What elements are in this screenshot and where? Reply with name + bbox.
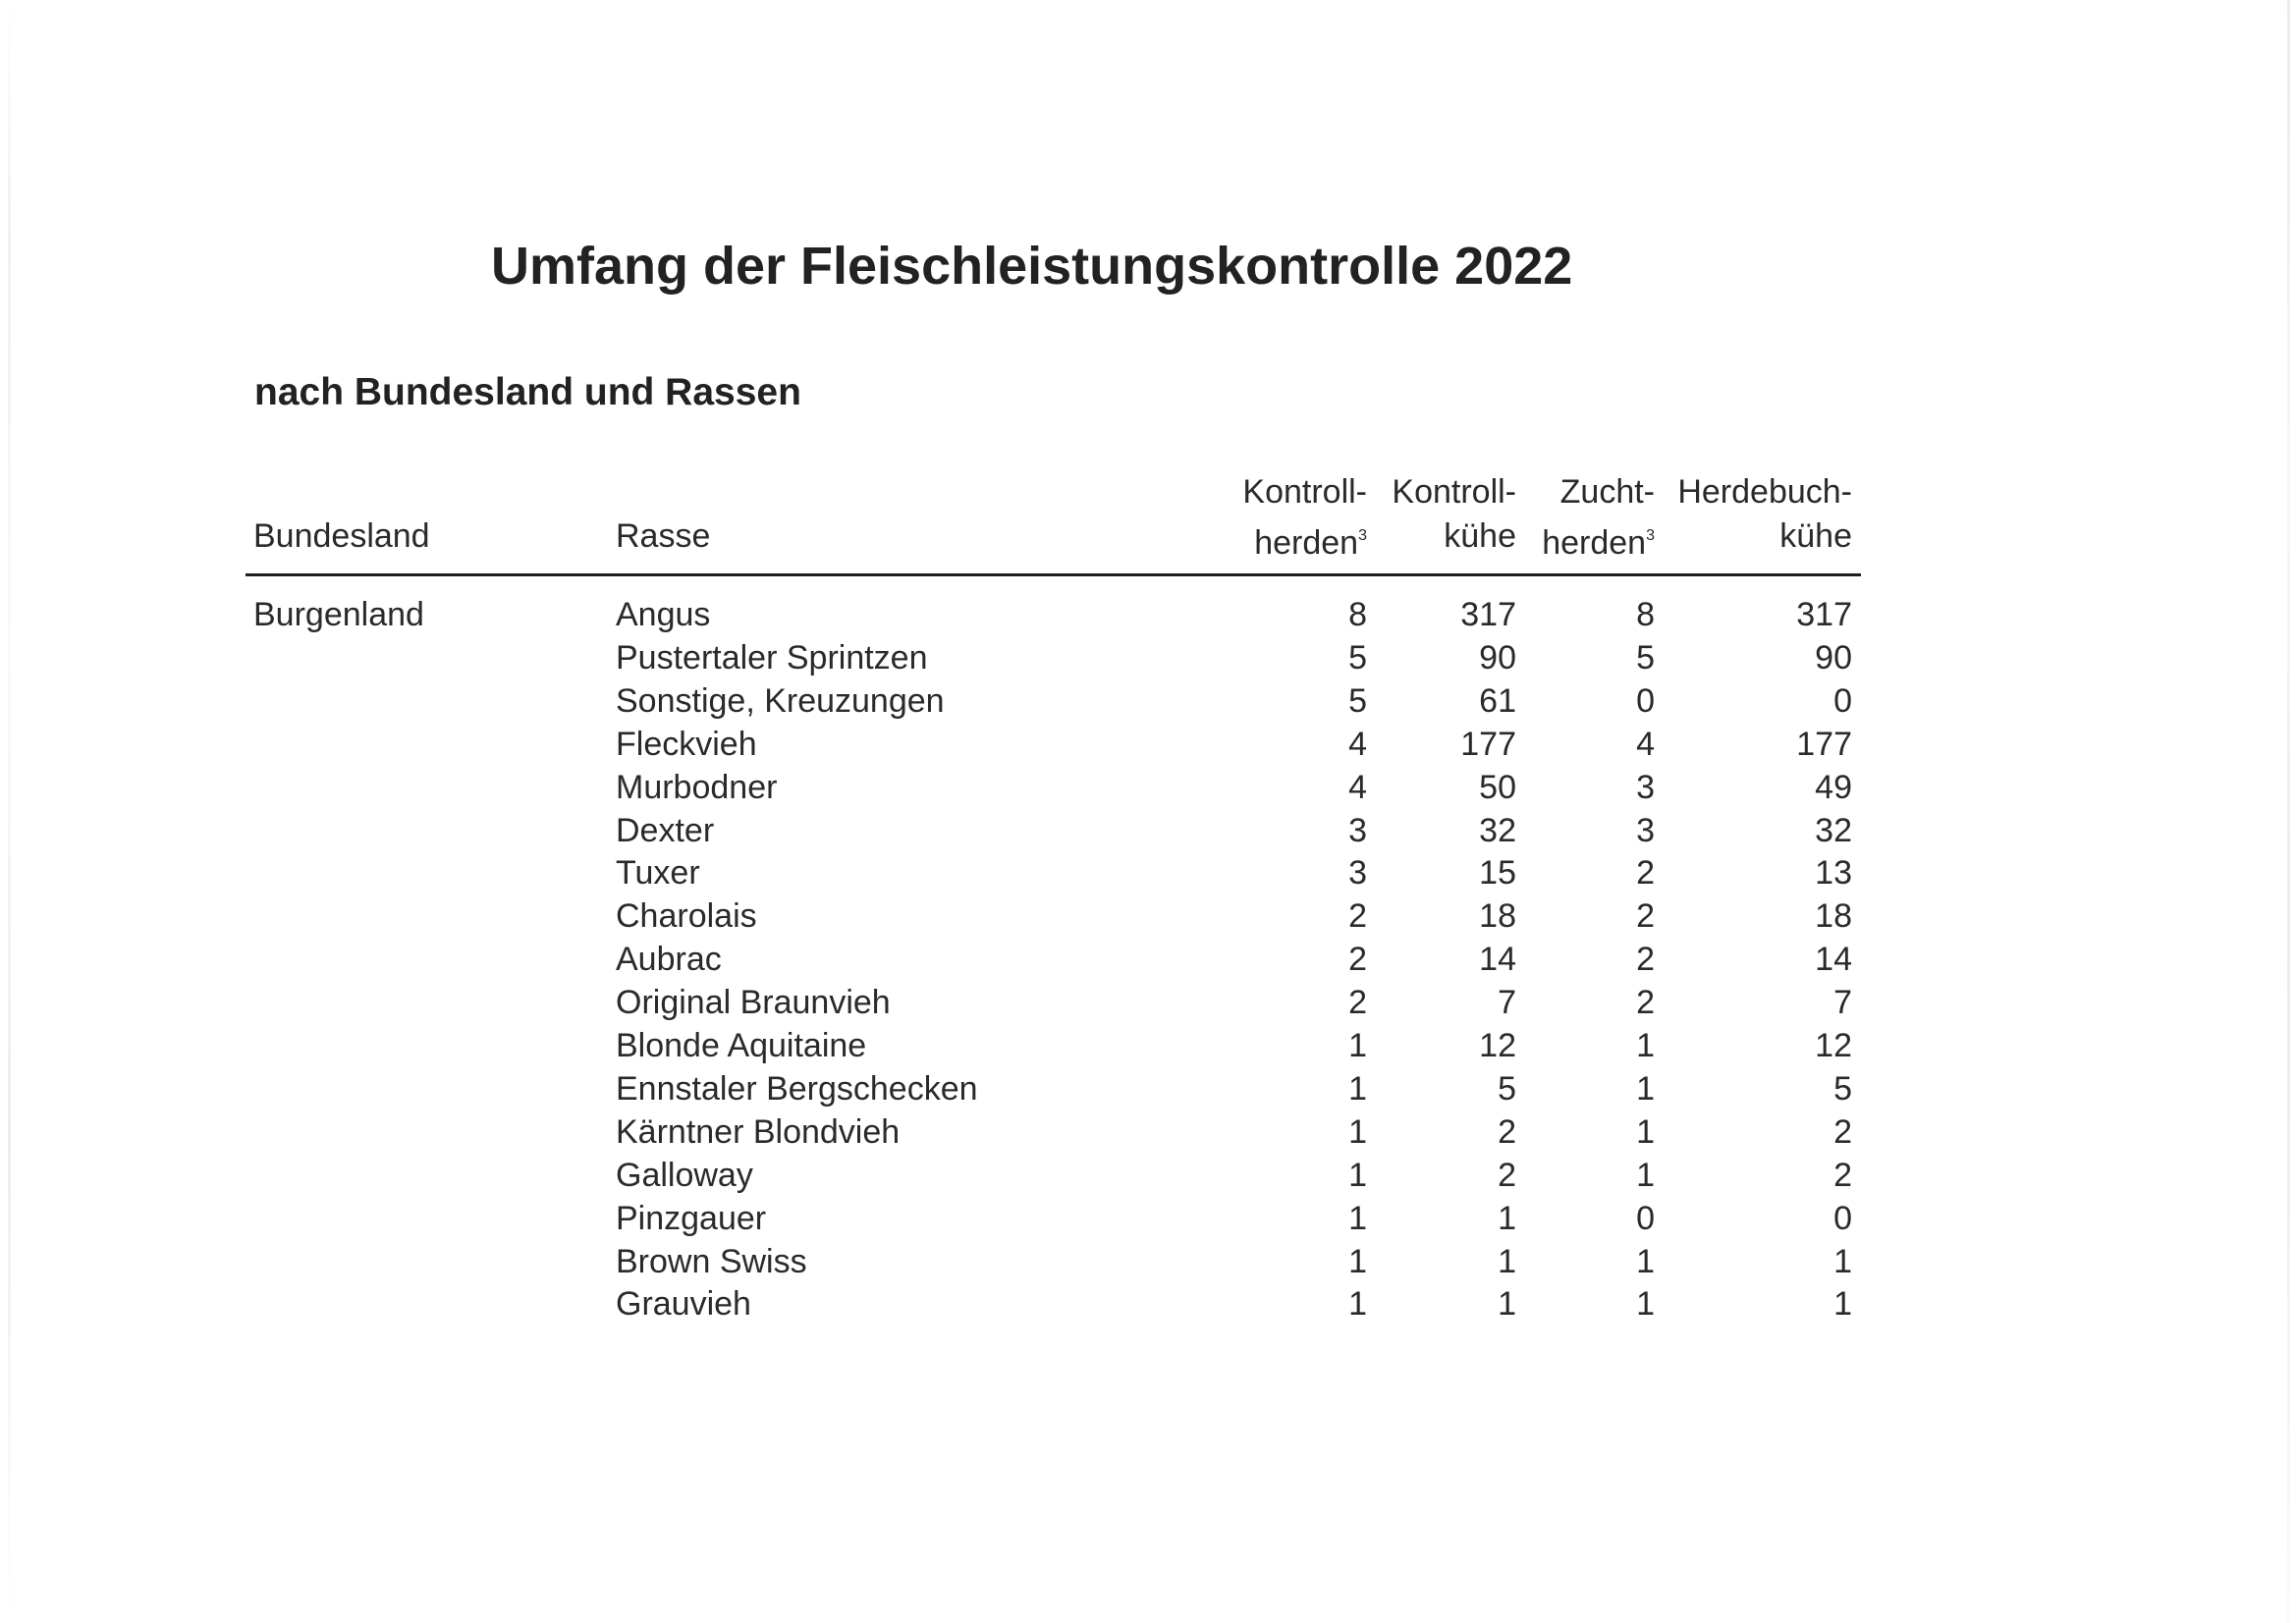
- kontrollherden-cell: 5: [1348, 639, 1367, 676]
- header-rasse: Rasse: [616, 517, 711, 555]
- kontrollherden-cell: 4: [1348, 726, 1367, 763]
- header-kontrollkuehe-line2: kühe: [1444, 517, 1516, 555]
- kontrollkuehe-cell: 7: [1498, 984, 1516, 1021]
- kontrollherden-cell: 3: [1348, 854, 1367, 892]
- zuchtherden-cell: 1: [1636, 1113, 1655, 1151]
- herdebuchkuehe-cell: 0: [1833, 682, 1852, 720]
- kontrollkuehe-cell: 1: [1498, 1285, 1516, 1323]
- kontrollherden-cell: 1: [1348, 1157, 1367, 1194]
- herdebuchkuehe-cell: 49: [1815, 769, 1852, 806]
- header-kontrollherden-line2: herden$^3$: [1254, 524, 1367, 562]
- kontrollherden-cell: 2: [1348, 897, 1367, 935]
- rasse-cell: Tuxer: [616, 854, 700, 892]
- scan-edge-right: [2287, 0, 2290, 1623]
- kontrollherden-cell: 1: [1348, 1027, 1367, 1064]
- rasse-cell: Murbodner: [616, 769, 778, 806]
- kontrollkuehe-cell: 14: [1479, 941, 1516, 978]
- kontrollkuehe-cell: 1: [1498, 1243, 1516, 1280]
- kontrollkuehe-cell: 90: [1479, 639, 1516, 676]
- kontrollherden-cell: 1: [1348, 1285, 1367, 1323]
- header-kontrollherden-line1: Kontroll-: [1242, 473, 1367, 511]
- herdebuchkuehe-cell: 7: [1833, 984, 1852, 1021]
- rasse-cell: Aubrac: [616, 941, 722, 978]
- scan-edge-left: [8, 0, 11, 1623]
- zuchtherden-cell: 2: [1636, 897, 1655, 935]
- herdebuchkuehe-cell: 18: [1815, 897, 1852, 935]
- header-herdebuchkuehe-line2: kühe: [1779, 517, 1852, 555]
- rasse-cell: Angus: [616, 596, 711, 633]
- rasse-cell: Original Braunvieh: [616, 984, 891, 1021]
- rasse-cell: Galloway: [616, 1157, 753, 1194]
- kontrollkuehe-cell: 61: [1479, 682, 1516, 720]
- zuchtherden-cell: 2: [1636, 941, 1655, 978]
- rasse-cell: Ennstaler Bergschecken: [616, 1070, 978, 1108]
- header-herdebuchkuehe-line1: Herdebuch-: [1677, 473, 1852, 511]
- herdebuchkuehe-cell: 12: [1815, 1027, 1852, 1064]
- rasse-cell: Pinzgauer: [616, 1200, 767, 1237]
- kontrollkuehe-cell: 32: [1479, 812, 1516, 849]
- zuchtherden-cell: 2: [1636, 984, 1655, 1021]
- kontrollherden-cell: 5: [1348, 682, 1367, 720]
- page-title: Umfang der Fleischleistungskontrolle 2022: [491, 237, 1573, 296]
- kontrollkuehe-cell: 1: [1498, 1200, 1516, 1237]
- herdebuchkuehe-cell: 1: [1833, 1243, 1852, 1280]
- rasse-cell: Brown Swiss: [616, 1243, 807, 1280]
- zuchtherden-cell: 3: [1636, 769, 1655, 806]
- herdebuchkuehe-cell: 2: [1833, 1113, 1852, 1151]
- herdebuchkuehe-cell: 0: [1833, 1200, 1852, 1237]
- header-zuchtherden-line2: herden$^3$: [1542, 524, 1655, 562]
- herdebuchkuehe-cell: 5: [1833, 1070, 1852, 1108]
- herdebuchkuehe-cell: 14: [1815, 941, 1852, 978]
- kontrollkuehe-cell: 12: [1479, 1027, 1516, 1064]
- kontrollkuehe-cell: 50: [1479, 769, 1516, 806]
- kontrollherden-cell: 3: [1348, 812, 1367, 849]
- rasse-cell: Sonstige, Kreuzungen: [616, 682, 945, 720]
- kontrollherden-cell: 1: [1348, 1070, 1367, 1108]
- zuchtherden-cell: 1: [1636, 1027, 1655, 1064]
- header-rule: [246, 573, 1861, 576]
- rasse-cell: Charolais: [616, 897, 757, 935]
- herdebuchkuehe-cell: 317: [1796, 596, 1852, 633]
- zuchtherden-cell: 1: [1636, 1070, 1655, 1108]
- zuchtherden-cell: 5: [1636, 639, 1655, 676]
- zuchtherden-cell: 2: [1636, 854, 1655, 892]
- rasse-cell: Blonde Aquitaine: [616, 1027, 867, 1064]
- herdebuchkuehe-cell: 1: [1833, 1285, 1852, 1323]
- kontrollkuehe-cell: 317: [1460, 596, 1516, 633]
- zuchtherden-cell: 1: [1636, 1285, 1655, 1323]
- zuchtherden-cell: 3: [1636, 812, 1655, 849]
- zuchtherden-cell: 4: [1636, 726, 1655, 763]
- rasse-cell: Grauvieh: [616, 1285, 751, 1323]
- rasse-cell: Dexter: [616, 812, 715, 849]
- kontrollherden-cell: 8: [1348, 596, 1367, 633]
- header-bundesland: Bundesland: [253, 517, 430, 555]
- rasse-cell: Kärntner Blondvieh: [616, 1113, 901, 1151]
- kontrollherden-cell: 1: [1348, 1200, 1367, 1237]
- herdebuchkuehe-cell: 90: [1815, 639, 1852, 676]
- kontrollkuehe-cell: 15: [1479, 854, 1516, 892]
- zuchtherden-cell: 0: [1636, 682, 1655, 720]
- kontrollherden-cell: 1: [1348, 1113, 1367, 1151]
- header-kontrollkuehe-line1: Kontroll-: [1392, 473, 1516, 511]
- zuchtherden-cell: 8: [1636, 596, 1655, 633]
- kontrollkuehe-cell: 5: [1498, 1070, 1516, 1108]
- zuchtherden-cell: 0: [1636, 1200, 1655, 1237]
- rasse-cell: Pustertaler Sprintzen: [616, 639, 928, 676]
- kontrollherden-cell: 4: [1348, 769, 1367, 806]
- herdebuchkuehe-cell: 177: [1796, 726, 1852, 763]
- bundesland-cell: Burgenland: [253, 596, 424, 633]
- kontrollherden-cell: 2: [1348, 941, 1367, 978]
- kontrollherden-cell: 2: [1348, 984, 1367, 1021]
- header-zuchtherden-line1: Zucht-: [1559, 473, 1655, 511]
- kontrollkuehe-cell: 2: [1498, 1157, 1516, 1194]
- zuchtherden-cell: 1: [1636, 1243, 1655, 1280]
- zuchtherden-cell: 1: [1636, 1157, 1655, 1194]
- herdebuchkuehe-cell: 13: [1815, 854, 1852, 892]
- kontrollkuehe-cell: 2: [1498, 1113, 1516, 1151]
- kontrollherden-cell: 1: [1348, 1243, 1367, 1280]
- herdebuchkuehe-cell: 2: [1833, 1157, 1852, 1194]
- page-subtitle: nach Bundesland und Rassen: [254, 371, 801, 413]
- kontrollkuehe-cell: 177: [1460, 726, 1516, 763]
- kontrollkuehe-cell: 18: [1479, 897, 1516, 935]
- rasse-cell: Fleckvieh: [616, 726, 757, 763]
- herdebuchkuehe-cell: 32: [1815, 812, 1852, 849]
